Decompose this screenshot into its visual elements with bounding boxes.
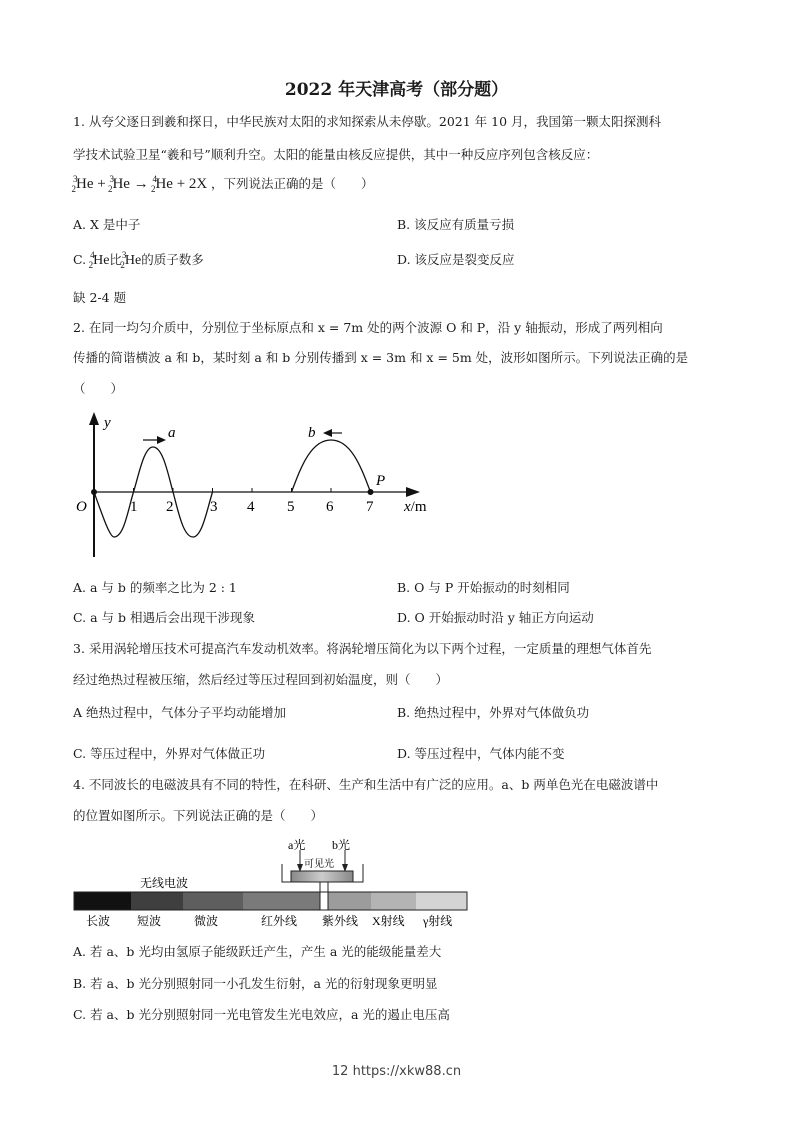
q2-text-line2: 传播的简谐横波 a 和 b，某时刻 a 和 b 分别传播到 x = 3m 和 x = 5m 处，波形如图所示。下列说法正确的是	[73, 350, 689, 365]
page-title: 2022 年天津高考（部分题）	[284, 80, 509, 100]
q4-option-b: B. 若 a、b 光分别照射同一小孔发生衍射，a 光的衍射现象更明显	[73, 976, 438, 991]
q4-text-line1: 4. 不同波长的电磁波具有不同的特性，在科研、生产和生活中有广泛的应用。a、b 两单色光在电磁波谱中	[73, 777, 659, 792]
svg-text:3: 3	[210, 499, 218, 515]
q3-option-d: D. 等压过程中，气体内能不变	[397, 746, 565, 761]
q3-option-a: A 绝热过程中，气体分子平均动能增加	[73, 705, 287, 720]
q1-option-c: C. $^4_2$He比$^3_2$He的质子数多	[73, 250, 204, 270]
point-p	[368, 489, 374, 495]
q2-option-b: B. O 与 P 开始振动的时刻相同	[397, 580, 570, 595]
q4-option-c: C. 若 a、b 光分别照射同一光电管发生光电效应，a 光的遏止电压高	[73, 1007, 450, 1022]
q3-option-c: C. 等压过程中，外界对气体做正功	[73, 746, 266, 761]
svg-text:2: 2	[166, 499, 174, 515]
q2-option-c: C. a 与 b 相遇后会出现干涉现象	[73, 610, 255, 625]
origin-point	[91, 489, 97, 495]
visible-light-band	[291, 871, 353, 882]
q3-text-line2: 经过绝热过程被压缩，然后经过等压过程回到初始温度，则（ ）	[73, 672, 449, 687]
x-axis-label: x/m	[404, 499, 427, 515]
spectrum-figure	[70, 832, 480, 932]
radio-wave-label: 无线电波	[140, 876, 189, 890]
q1-option-d: D. 该反应是裂变反应	[397, 252, 515, 267]
band-long-wave	[74, 892, 131, 910]
svg-text:红外线: 红外线	[261, 914, 298, 928]
svg-text:5: 5	[287, 499, 295, 515]
svg-text:短波: 短波	[137, 914, 162, 928]
q2-text-line3: （ ）	[73, 381, 124, 396]
q2-option-a: A. a 与 b 的频率之比为 2 : 1	[73, 580, 237, 595]
q1-equation: $^3_2$He + $^3_2$He → $^4_2$He + 2X	[71, 174, 211, 194]
svg-text:X射线: X射线	[372, 914, 405, 928]
svg-text:长波: 长波	[86, 914, 111, 928]
page-footer[interactable]: 12 https://xkw88.cn	[331, 1064, 462, 1079]
svg-text:1: 1	[130, 499, 138, 515]
q4-text-line2: 的位置如图所示。下列说法正确的是（ ）	[73, 808, 324, 823]
q1-text-line2: 学技术试验卫星“羲和号”顺利升空。太阳的能量由核反应提供，其中一种反应序列包含核反应：	[73, 147, 599, 162]
visible-light-label: 可见光	[304, 859, 334, 870]
q1-equation-line	[73, 174, 374, 194]
q2-option-d: D. O 开始振动时沿 y 轴正方向运动	[397, 610, 594, 625]
point-p-label: P	[376, 473, 386, 489]
q1-option-a: A. X 是中子	[73, 217, 141, 232]
q1-option-b: B. 该反应有质量亏损	[397, 217, 515, 232]
q1-equation-suffix: ，下列说法正确的是（ ）	[211, 176, 374, 191]
missing-questions-note: 缺 2-4 题	[73, 290, 127, 305]
svg-text:γ射线: γ射线	[423, 914, 453, 928]
wave-b-label: b	[308, 425, 316, 441]
svg-text:微波: 微波	[194, 914, 219, 928]
q4-option-a: A. 若 a、b 光均由氢原子能级跃迁产生，产生 a 光的能级能量差大	[73, 944, 442, 959]
a-light-label: a光	[288, 838, 306, 852]
q2-text-line1: 2. 在同一均匀介质中，分别位于坐标原点和 x = 7m 处的两个波源 O 和 P，沿 y 轴振动，形成了两列相向	[73, 320, 663, 335]
y-axis-label: y	[104, 415, 111, 431]
origin-label: O	[76, 499, 87, 515]
wave-a-label: a	[168, 425, 176, 441]
q3-option-b: B. 绝热过程中，外界对气体做负功	[397, 705, 590, 720]
svg-text:紫外线: 紫外线	[322, 914, 359, 928]
svg-text:7: 7	[366, 499, 374, 515]
q1-text-line1: 1. 从夸父逐日到羲和探日，中华民族对太阳的求知探索从未停歇。2021 年 10 月，我国第一颗太阳探测科	[73, 114, 662, 129]
b-light-label: b光	[332, 838, 351, 852]
svg-text:4: 4	[247, 499, 255, 515]
q3-text-line1: 3. 采用涡轮增压技术可提高汽车发动机效率。将涡轮增压简化为以下两个过程，一定质量的理想气体首先	[73, 641, 652, 656]
svg-text:6: 6	[326, 499, 334, 515]
wave-figure	[70, 410, 450, 570]
